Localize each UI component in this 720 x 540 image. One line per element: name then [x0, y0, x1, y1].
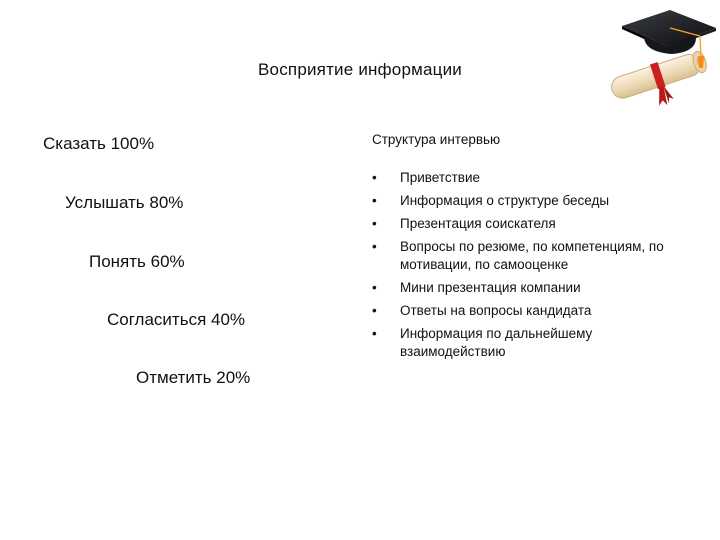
list-item [372, 192, 672, 210]
slide-title: Восприятие информации [258, 60, 462, 79]
list-item-text: Приветствие [400, 170, 481, 185]
bullet-icon: • [372, 216, 377, 231]
bullet-icon: • [372, 326, 377, 341]
list-item-text: Информация по дальнейшему взаимодействию [400, 326, 593, 359]
list-item [372, 169, 672, 187]
bullet-icon: • [372, 239, 377, 254]
list-item [372, 215, 672, 233]
list-item [372, 279, 672, 297]
perception-level-note: Отметить 20% [136, 368, 251, 387]
graduation-cap-diploma-icon [600, 6, 718, 110]
list-item [372, 325, 672, 361]
interview-structure [372, 132, 672, 366]
list-item-text: Презентация соискателя [400, 216, 556, 231]
list-item-text: Вопросы по резюме, по компетенциям, по мотивации, по самооценке [400, 239, 664, 272]
list-item [372, 238, 672, 274]
bullet-icon: • [372, 280, 377, 295]
perception-level-say: Сказать 100% [43, 134, 155, 153]
list-item [372, 302, 672, 320]
bullet-icon: • [372, 170, 377, 185]
bullet-icon: • [372, 303, 377, 318]
list-item-text: Ответы на вопросы кандидата [400, 303, 592, 318]
bullet-icon: • [372, 193, 377, 208]
list-item-text: Информация о структуре беседы [400, 193, 610, 208]
interview-structure-title: Структура интервью [372, 132, 501, 147]
perception-level-agree: Согласиться 40% [107, 310, 246, 329]
interview-steps-list [372, 169, 672, 361]
perception-level-understand: Понять 60% [89, 252, 185, 271]
perception-level-hear: Услышать 80% [65, 193, 184, 212]
list-item-text: Мини презентация компании [400, 280, 581, 295]
